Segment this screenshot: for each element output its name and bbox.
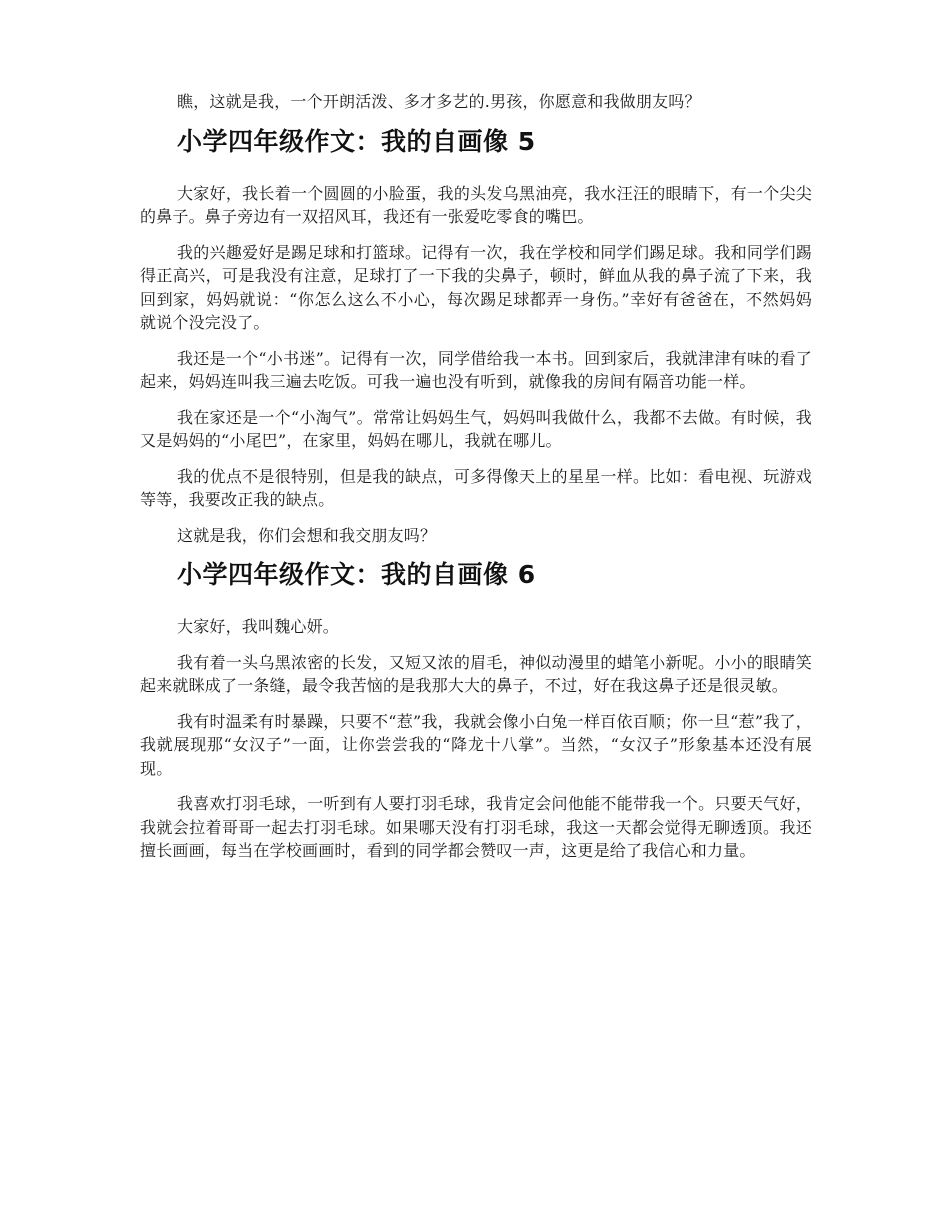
section-6-paragraph-1: 大家好，我叫魏心妍。 [177, 617, 340, 636]
section-6-paragraph-4: 我喜欢打羽毛球，一听到有人要打羽毛球，我肯定会问他能不能带我一个。只要天气好，我就会拉着哥哥一起去打羽毛球。如果哪天没有打羽毛球，我这一天都会觉得无聊透顶。我还擅长画画，每当在学校画画时，看到的同学都会赞叹一声，这更是给了我信心和力量。 [140, 794, 812, 860]
section-5-paragraph-1: 大家好，我长着一个圆圆的小脸蛋，我的头发乌黑油亮，我水汪汪的眼睛下，有一个尖尖的鼻子。鼻子旁边有一双招风耳，我还有一张爱吃零食的嘴巴。 [140, 183, 812, 226]
intro-closing-paragraph: 瞧，这就是我，一个开朗活泼、多才多艺的.男孩，你愿意和我做朋友吗？ [177, 92, 701, 111]
section-5-paragraph-2: 我的兴趣爱好是踢足球和打篮球。记得有一次，我在学校和同学们踢足球。我和同学们踢得正高兴，可是我没有注意，足球打了一下我的尖鼻子，顿时，鲜血从我的鼻子流了下来，我回到家，妈妈就说：“你怎么这么不小心，每次踢足球都弄一身伤。”幸好有爸爸在，不然妈妈就说个没完没了。 [140, 242, 812, 332]
section-5-paragraph-4: 我在家还是一个“小淘气”。常常让妈妈生气，妈妈叫我做什么，我都不去做。有时候，我又是妈妈的“小尾巴”，在家里，妈妈在哪儿，我就在哪儿。 [140, 407, 812, 450]
section-6-paragraph-2: 我有着一头乌黑浓密的长发，又短又浓的眉毛，神似动漫里的蜡笔小新呢。小小的眼睛笑起来就眯成了一条缝，最令我苦恼的是我那大大的鼻子，不过，好在我这鼻子还是很灵敏。 [140, 652, 812, 695]
section-6-title: 小学四年级作文：我的自画像 6 [177, 560, 536, 589]
section-6-paragraph-3: 我有时温柔有时暴躁，只要不“惹”我，我就会像小白兔一样百依百顺；你一旦“惹”我了，我就展现那“女汉子”一面，让你尝尝我的“降龙十八掌”。当然，“女汉子”形象基本还没有展现。 [140, 711, 812, 778]
section-5-paragraph-5: 我的优点不是很特别，但是我的缺点，可多得像天上的星星一样。比如：看电视、玩游戏等等，我要改正我的缺点。 [140, 466, 812, 509]
section-5-paragraph-3: 我还是一个“小书迷”。记得有一次，同学借给我一本书。回到家后，我就津津有味的看了起来，妈妈连叫我三遍去吃饭。可我一遍也没有听到，就像我的房间有隔音功能一样。 [140, 348, 812, 391]
document-page [140, 90, 812, 875]
section-5-paragraph-6: 这就是我，你们会想和我交朋友吗？ [177, 525, 437, 545]
section-5-title: 小学四年级作文：我的自画像 5 [177, 126, 536, 156]
